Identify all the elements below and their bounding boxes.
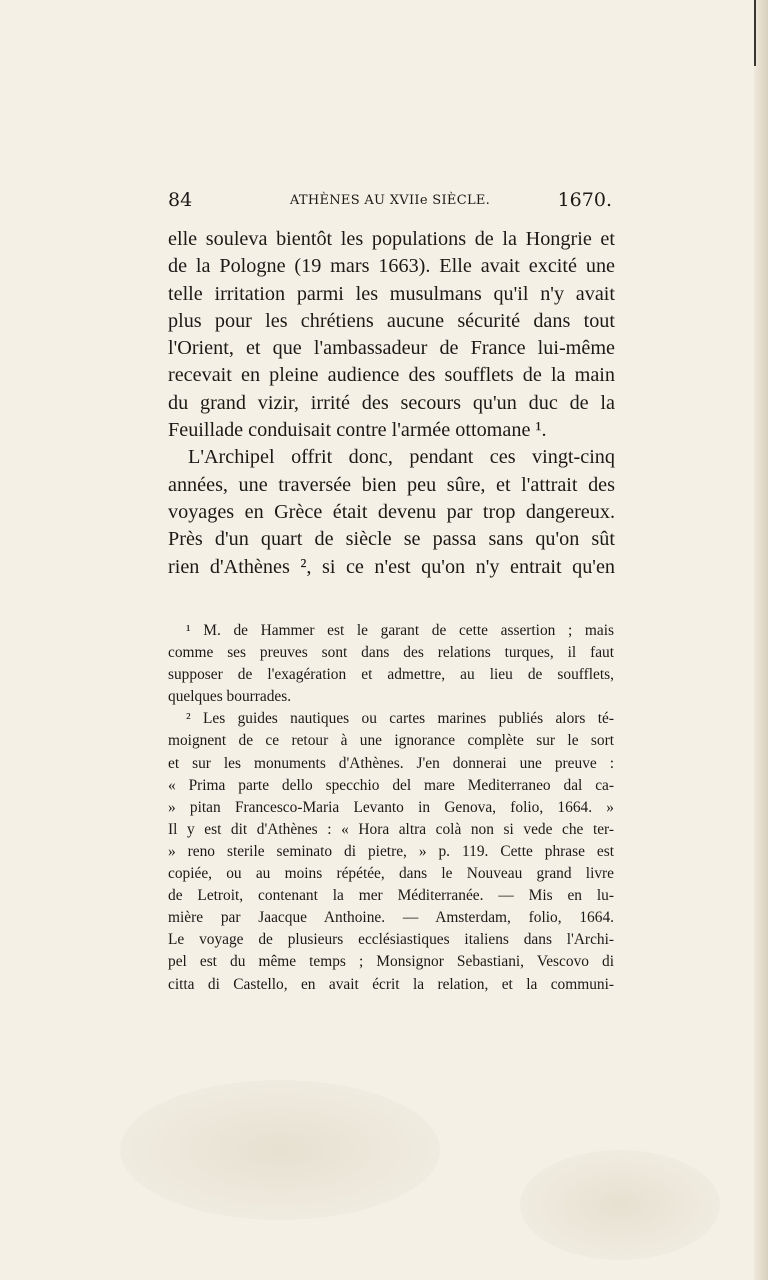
page-number: 84 xyxy=(168,189,193,211)
running-title: ATHÈNES AU XVIIe SIÈCLE. xyxy=(289,193,491,208)
footnote-line: ¹ M. de Hammer est le garant de cette assertion ; mais xyxy=(186,622,614,639)
footnote-line: citta di Castello, en avait écrit la relation, et la communi- xyxy=(168,975,614,993)
footnote-line: copiée, ou au moins répétée, dans le Nouveau grand livre xyxy=(168,865,614,883)
footnote-line: comme ses preuves sont dans des relations turques, il faut xyxy=(168,644,614,662)
footnote-line: quelques bourrades. xyxy=(168,688,292,706)
text-line: plus pour les chrétiens aucune sécurité dans tout xyxy=(168,309,615,332)
footnote-line: Il y est dit d'Athènes : « Hora altra colà non si vede che ter- xyxy=(168,820,614,838)
text-line: L'Archipel offrit donc, pendant ces vingt-cinq xyxy=(188,446,615,469)
footnote-line: de Letroit, contenant la mer Méditerranée. — Mis en lu- xyxy=(168,887,614,905)
footnote-line: « Prima parte dello specchio del mare Mediterraneo dal ca- xyxy=(168,776,614,794)
footnote-line: » reno sterile seminato di pietre, » p. 119. Cette phrase est xyxy=(168,842,614,860)
footnote-line: Le voyage de plusieurs ecclésiastiques italiens dans l'Archi- xyxy=(168,931,614,949)
text-line: telle irritation parmi les musulmans qu'il n'y avait xyxy=(168,282,615,305)
paper-stain xyxy=(520,1150,720,1260)
text-line: l'Orient, et que l'ambassadeur de France lui-même xyxy=(168,337,615,360)
page-edge xyxy=(754,0,768,1280)
text-line: recevait en pleine audience des soufflets de la main xyxy=(168,364,615,387)
text-line: rien d'Athènes ², si ce n'est qu'on n'y entrait qu'en xyxy=(168,555,615,578)
footnote-line: supposer de l'exagération et admettre, au lieu de soufflets, xyxy=(168,666,614,684)
text-line: Feuillade conduisait contre l'armée ottomane ¹. xyxy=(168,419,547,442)
text-line: années, une traversée bien peu sûre, et l'attrait des xyxy=(168,473,615,496)
header-year: 1670. xyxy=(557,189,612,211)
binding-line xyxy=(754,0,756,66)
footnote-line: ² Les guides nautiques ou cartes marines publiés alors té- xyxy=(186,710,614,728)
running-header xyxy=(168,189,612,215)
text-line: voyages en Grèce était devenu par trop dangereux. xyxy=(168,500,615,523)
footnotes xyxy=(168,620,614,996)
text-line: du grand vizir, irrité des secours qu'un duc de la xyxy=(168,391,615,414)
text-line: elle souleva bientôt les populations de la Hongrie et xyxy=(168,228,615,250)
main-text xyxy=(168,226,615,581)
footnote-line: mière par Jaacque Anthoine. — Amsterdam, folio, 1664. xyxy=(168,909,614,927)
footnote-line: pel est du même temps ; Monsignor Sebastiani, Vescovo di xyxy=(168,953,614,971)
text-line: Près d'un quart de siècle se passa sans qu'on sût xyxy=(168,528,615,551)
paper-stain xyxy=(120,1080,440,1220)
footnote-line: moignent de ce retour à une ignorance complète sur le sort xyxy=(168,732,614,750)
text-line: de la Pologne (19 mars 1663). Elle avait excité une xyxy=(168,255,615,278)
footnote-line: et sur les monuments d'Athènes. J'en donnerai une preuve : xyxy=(168,754,614,772)
footnote-line: » pitan Francesco-Maria Levanto in Genova, folio, 1664. » xyxy=(168,798,614,816)
